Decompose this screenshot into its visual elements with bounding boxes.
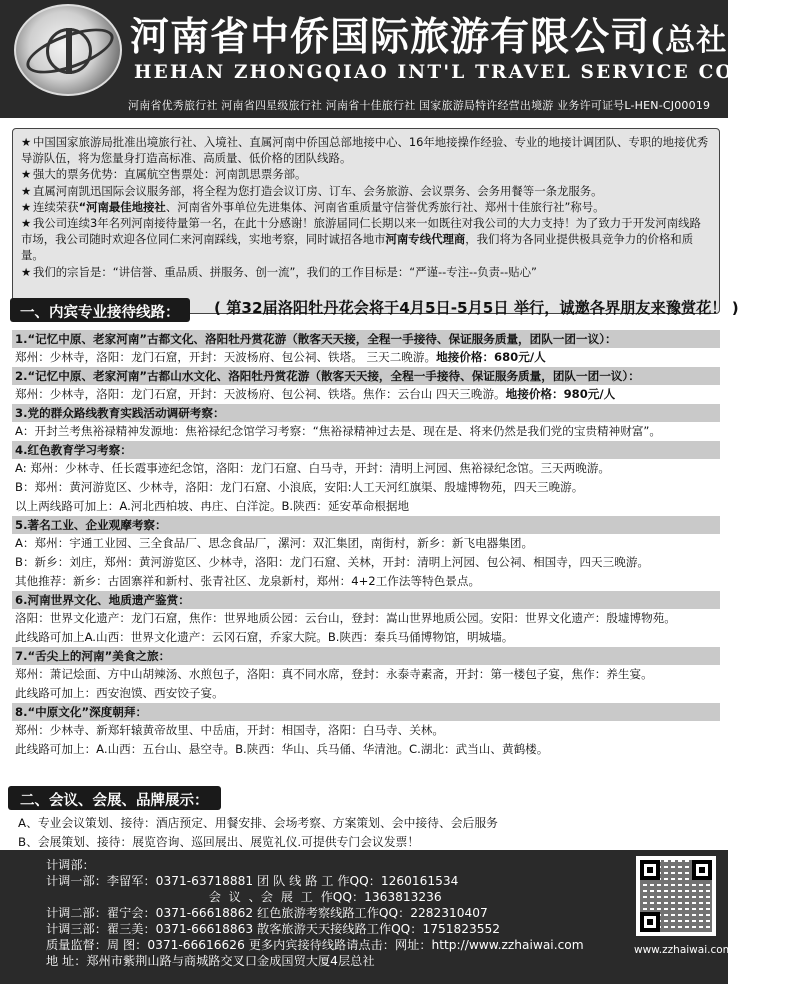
company-title bbox=[130, 6, 742, 62]
star-icon: ★ bbox=[21, 199, 32, 214]
peony-festival-announcement: ( 第32届洛阳牡丹花会将于4月5日-5月5日 举行，诚邀各界朋友来豫赏花！ ) bbox=[214, 299, 739, 317]
route-line: 其他推荐：新乡：古固寨祥和新村、张青社区、龙泉新村，郑州：4+2工作法等特色景点。 bbox=[15, 574, 481, 588]
intro-item: ★ 强大的票务优势：直属航空售票处：河南凯思票务部。 bbox=[21, 167, 307, 182]
route-line: 此线路可加上：A.山西：五台山、悬空寺。B.陕西：华山、兵马俑、华清池。C.湖北：武当山、黄鹤楼。 bbox=[15, 742, 549, 756]
footer-contacts bbox=[0, 850, 733, 984]
company-name-suffix: (总社) bbox=[650, 23, 743, 58]
intro-item: ★ 中国国家旅游局批准出境旅行社、入境社、直属河南中侨国总部地接中心、16年地接操作经验、专业的地接计调团队、专职的地接优秀导游队伍，将为您量身打造高标准、高质量、低价格的团队线路。 bbox=[21, 135, 709, 166]
service-line: B、会展策划、接待：展览咨询、巡回展出、展览礼仪.可提供专门会议发票！ bbox=[18, 835, 420, 849]
intro-item: ★ 我们的宗旨是：“讲信誉、重品质、拼服务、创一流”，我们的工作目标是：“严谨--专注--负责--贴心” bbox=[21, 264, 537, 279]
route-line: 以上两线路可加上：A.河北西柏坡、冉庄、白洋淀。B.陕西：延安革命根据地 bbox=[15, 499, 410, 513]
route-title: 6.河南世界文化、地质遗产鉴赏： bbox=[12, 591, 720, 609]
section-conference-header: 二、会议、会展、品牌展示： bbox=[8, 786, 221, 810]
route-line: 此线路可加上A.山西：世界文化遗产：云冈石窟，乔家大院。B.陕西：秦兵马俑博物馆，明城墙。 bbox=[15, 630, 514, 644]
contact-line[interactable]: 质量监督：周 图：0371-66616626 更多内宾接待线路请点击：网址：http://www.zzhaiwai.com bbox=[46, 938, 584, 952]
star-icon: ★ bbox=[21, 135, 32, 149]
company-name-english: HEHAN ZHONGQIAO INT'L TRAVEL SERVICE CO., LTD bbox=[134, 62, 807, 83]
route-line: A：郑州：宇通工业园、三全食品厂、思念食品厂，漯河：双汇集团，南街村，新乡：新飞电器集团。 bbox=[15, 536, 534, 550]
service-line: A、专业会议策划、接待：酒店预定、用餐安排、会场考察、方案策划、会中接待、会后服务 bbox=[18, 816, 498, 830]
section-domestic-routes-header bbox=[6, 294, 739, 324]
address-line: 地 址：郑州市紫荆山路与商城路交叉口金成国贸大厦4层总社 bbox=[46, 954, 375, 968]
route-title: 4.红色教育学习考察： bbox=[12, 441, 720, 459]
route-line: A：开封兰考焦裕禄精神发源地：焦裕禄纪念馆学习考察：“焦裕禄精神过去是、现在是、将来仍然是我们党的宝贵精神财富”。 bbox=[15, 424, 662, 438]
intro-box bbox=[12, 128, 720, 314]
intro-item: ★ 我公司连续3年名列河南接待量第一名，在此十分感谢！旅游届同仁长期以来一如既往对我公司的大力支持！为了致力于开发河南线路市场，我公司随时欢迎各位同仁来河南踩线，实地考察，同时诚招各地市河南专线代理商，我们将为各同业提供极具竞争力的价格和质量。 bbox=[21, 216, 701, 263]
company-honors: 河南省优秀旅行社 河南省四星级旅行社 河南省十佳旅行社 国家旅游局特许经营出境游 业务许可证号L-HEN-CJ00019 bbox=[128, 99, 711, 112]
route-title: 5.著名工业、企业观摩考察： bbox=[12, 516, 720, 534]
conference-services bbox=[18, 814, 498, 852]
route-line: 郑州：少林寺，洛阳：龙门石窟，开封：天波杨府、包公祠、铁塔。焦作：云台山 四天三晚游。地接价格：980元/人 bbox=[15, 387, 616, 401]
route-line: B：郑州：黄河游览区、少林寺，洛阳：龙门石窟、小浪底，安阳:人工天河红旗渠、殷墟博物苑，四天三晚游。 bbox=[15, 480, 584, 494]
route-title: 3.党的群众路线教育实践活动调研考察： bbox=[12, 404, 720, 422]
route-line: 郑州：少林寺、新郑轩辕黄帝故里、中岳庙，开封：相国寺，洛阳：白马寺、关林。 bbox=[15, 723, 444, 737]
header-banner bbox=[0, 0, 807, 118]
route-line: A: 郑州：少林寺、任长霞事迹纪念馆，洛阳：龙门石窟、白马寺，开封：清明上河园、焦裕禄纪念馆。三天两晚游。 bbox=[15, 461, 611, 475]
contact-line: 计调三部：翟三美：0371-66618863 散客旅游天天接线路工作QQ：1751823552 bbox=[46, 922, 500, 936]
qr-url-link[interactable]: www.zzhaiwai.com bbox=[634, 944, 733, 956]
star-icon: ★ bbox=[21, 167, 32, 182]
intro-item: ★ 连续荣获“河南最佳地接社、河南省外事单位先进集体、河南省重质量守信誉优秀旅行社、郑州十佳旅行社”称号。 bbox=[21, 199, 605, 214]
contact-line: 计调一部：李留军：0371-63718881 团 队 线 路 工 作QQ：1260161534 bbox=[46, 874, 459, 888]
star-icon: ★ bbox=[21, 264, 32, 279]
route-title: 1.“记忆中原、老家河南”古都文化、洛阳牡丹赏花游（散客天天接，全程一手接待、保证服务质量，团队一团一议）： bbox=[12, 330, 720, 348]
company-globe-logo-icon bbox=[14, 4, 122, 96]
contact-line: 计调二部：翟宁会：0371-66618862 红色旅游考察线路工作QQ：2282310407 bbox=[46, 906, 488, 920]
section-label: 一、内宾专业接待线路： bbox=[10, 298, 190, 322]
qr-code-icon[interactable] bbox=[636, 856, 716, 936]
route-line: 此线路可加上：西安泡馍、西安饺子宴。 bbox=[15, 686, 224, 700]
route-line: B：新乡：刘庄，郑州：黄河游览区、少林寺，洛阳：龙门石窟、关林，开封：清明上河园、包公祠、相国寺，四天三晚游。 bbox=[15, 555, 650, 569]
contact-line: 会 议 、会 展 工 作QQ：1363813236 bbox=[46, 890, 442, 904]
route-line: 洛阳：世界文化遗产：龙门石窟，焦作：世界地质公园：云台山，登封：嵩山世界地质公园。安阳：世界文化遗产：殷墟博物苑。 bbox=[15, 611, 676, 625]
star-icon: ★ bbox=[21, 183, 32, 198]
route-title: 2.“记忆中原、老家河南”古都山水文化、洛阳牡丹赏花游（散客天天接，全程一手接待、保证服务质量，团队一团一议）： bbox=[12, 367, 720, 385]
route-line: 郑州：萧记烩面、方中山胡辣汤、水煎包子，洛阳：真不同水席，登封：永泰寺素斋，开封：第一楼包子宴，焦作：养生宴。 bbox=[15, 667, 653, 681]
contact-line: 计调部： bbox=[46, 858, 95, 872]
star-icon: ★ bbox=[21, 216, 32, 231]
route-line: 郑州：少林寺，洛阳：龙门石窟，开封：天波杨府、包公祠、铁塔。 三天二晚游。地接价格：680元/人 bbox=[15, 350, 546, 364]
route-title: 7.“舌尖上的河南”美食之旅： bbox=[12, 647, 720, 665]
intro-item: ★ 直属河南凯迅国际会议服务部，将全程为您打造会议订房、订车、会务旅游、会议票务、会务用餐等一条龙服务。 bbox=[21, 183, 603, 198]
route-title: 8.“中原文化”深度朝拜： bbox=[12, 703, 720, 721]
company-name: 河南省中侨国际旅游有限公司 bbox=[130, 14, 651, 60]
routes-list bbox=[12, 330, 720, 759]
